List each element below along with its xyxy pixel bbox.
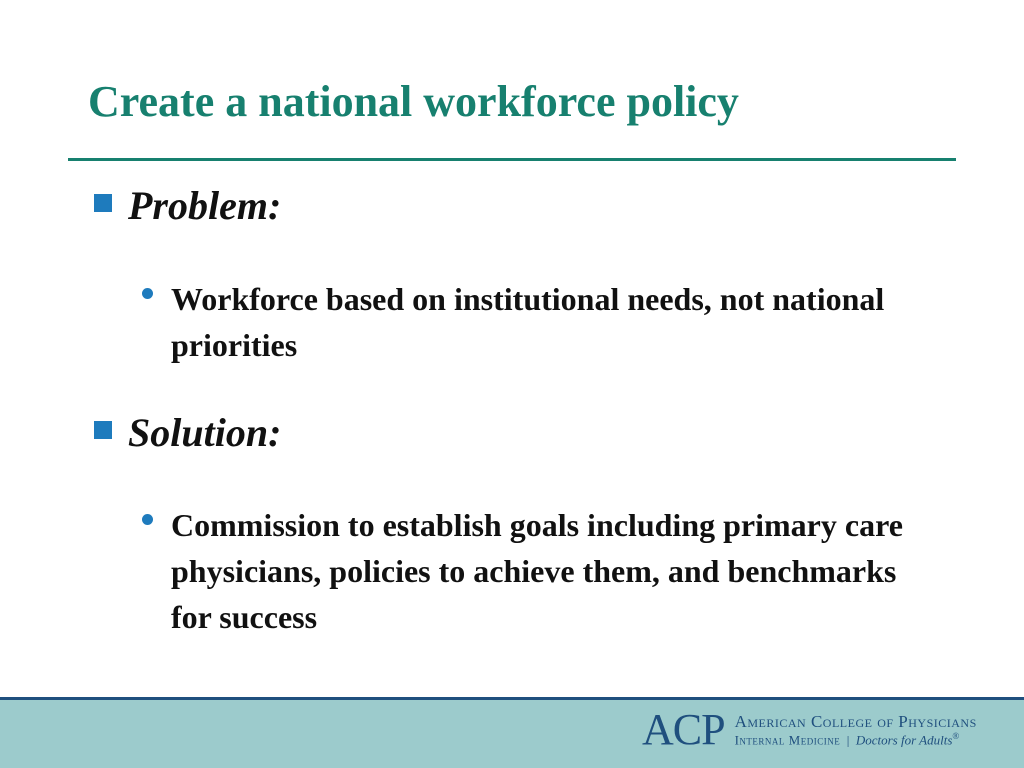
problem-point: Workforce based on institutional needs, not national priorities bbox=[171, 281, 885, 363]
dot-bullet-icon bbox=[142, 288, 153, 299]
tagline-separator: | bbox=[843, 731, 853, 747]
title-divider bbox=[68, 158, 956, 161]
square-bullet-icon bbox=[94, 421, 112, 439]
solution-point: Commission to establish goals including primary care physicians, policies to achieve them, and benchmarks for success bbox=[171, 507, 903, 635]
tagline-right: Doctors for Adults bbox=[855, 731, 953, 747]
org-tagline bbox=[735, 732, 977, 748]
org-name: American College of Physicians bbox=[734, 711, 977, 731]
tagline-left: Internal Medicine bbox=[734, 731, 841, 747]
problem-heading: Problem: bbox=[128, 183, 282, 228]
dot-bullet-icon bbox=[142, 514, 153, 525]
square-bullet-icon bbox=[94, 194, 112, 212]
acp-logo bbox=[642, 705, 977, 754]
solution-heading: Solution: bbox=[128, 410, 282, 455]
registered-mark: ® bbox=[952, 730, 960, 741]
logo-mark: ACP bbox=[642, 705, 725, 754]
slide-title: Create a national workforce policy bbox=[88, 77, 739, 126]
logo-text bbox=[735, 713, 977, 747]
